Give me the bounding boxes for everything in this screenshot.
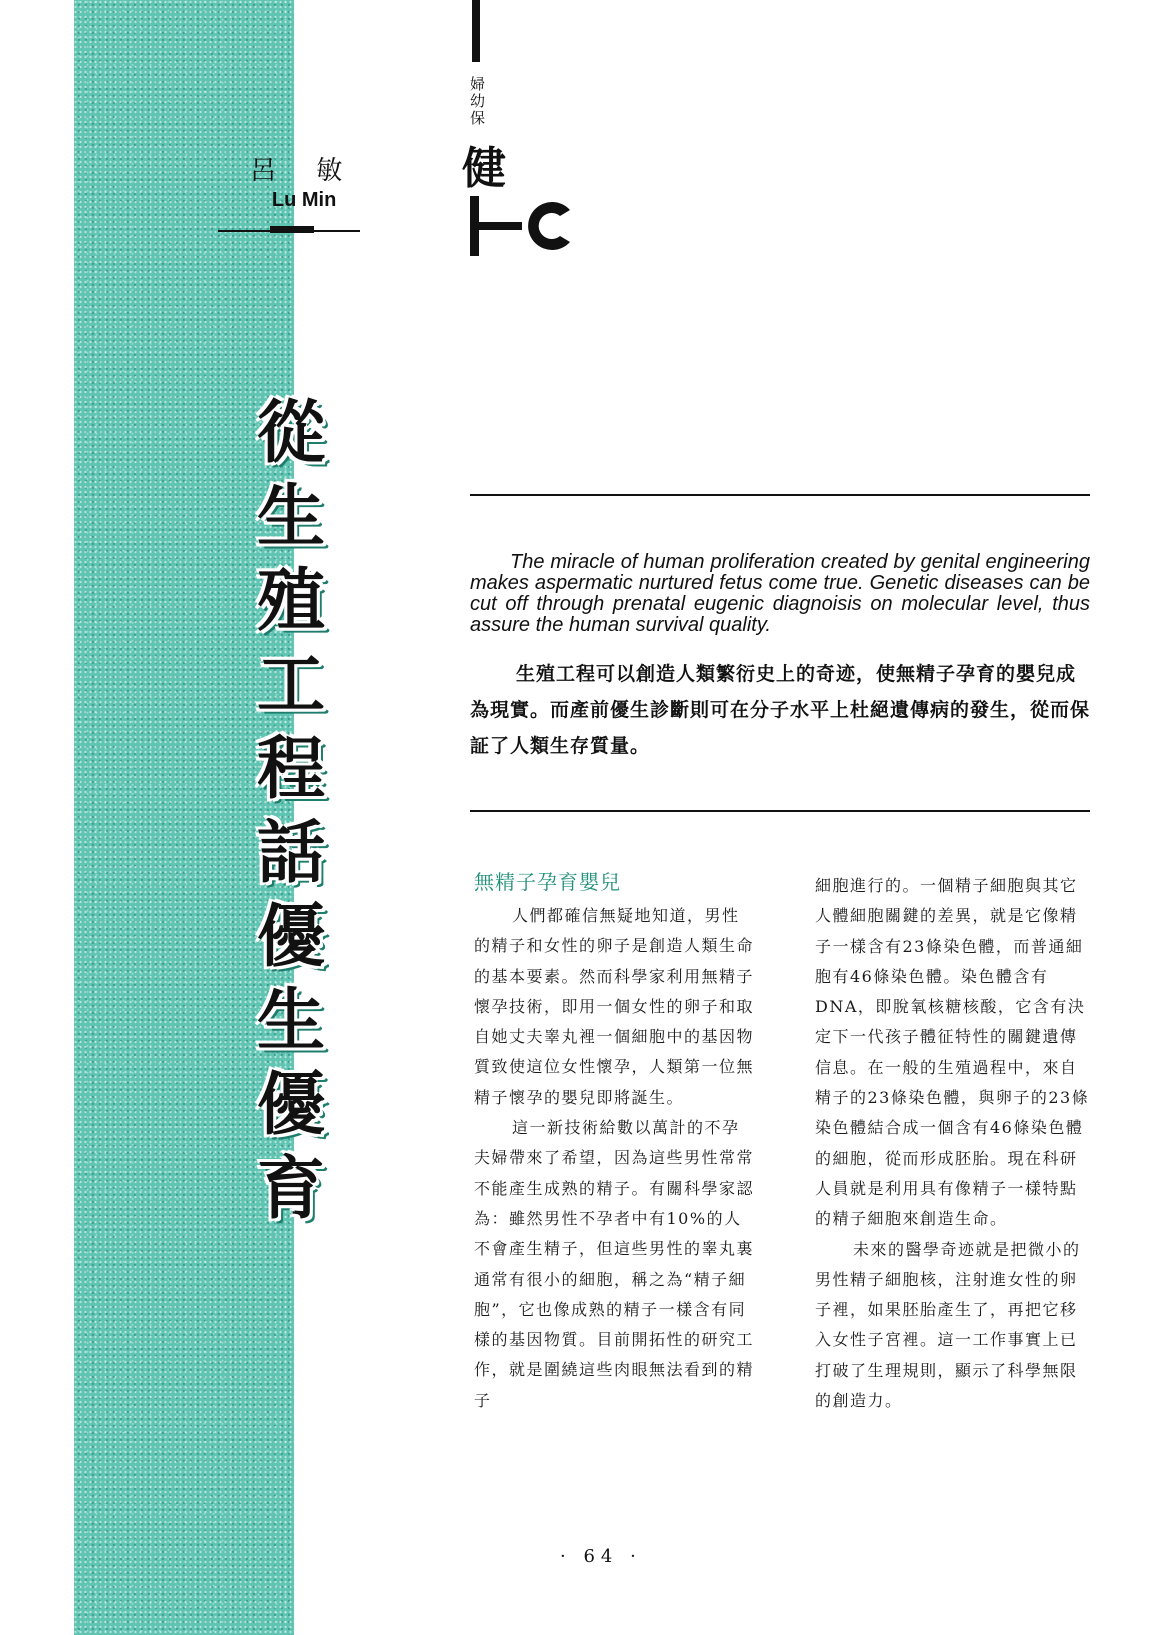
title-char: 工 [256, 646, 325, 725]
author-name-english: Lu Min [271, 189, 337, 211]
body-paragraph: 這一新技術給數以萬計的不孕夫婦帶來了希望，因為這些男性常常不能產生成熟的精子。有關科學家認為：雖然男性不孕者中有10%的人不會產生精子，但這些男性的睾丸裏通常有很小的細胞，稱之為“精子細胞”，它也像成熟的精子一樣含有同樣的基因物質。目前開拓性的研究工作，就是圍繞這些肉眼無法看到的精子 [474, 1118, 755, 1410]
english-abstract: The miracle of human proliferation created by genital engineering makes aspermatic nurtured fetus come true. Genetic diseases can be cut off through prenatal eugenic diagnoisis on molecular level, thus assure the human survival quality. [470, 551, 1090, 636]
body-column-right [815, 871, 1091, 1416]
page-number: · 64 · [560, 1546, 642, 1567]
column-logo-char: 健 [462, 143, 506, 194]
title-char: 生 [256, 982, 325, 1061]
author-block [250, 150, 358, 212]
body-column-left [474, 901, 756, 1416]
title-char: 話 [256, 814, 325, 893]
hc-logo-icon [470, 196, 590, 256]
article-title [250, 392, 332, 1232]
section-heading: 無精子孕育嬰兒 [474, 870, 621, 894]
column-logo-label: 婦幼保 [470, 75, 486, 127]
title-char: 優 [256, 1066, 325, 1145]
body-paragraph: 人們都確信無疑地知道，男性的精子和女性的卵子是創造人類生命的基本要素。然而科學家利用無精子懷孕技術，即用一個女性的卵子和取自她丈夫睾丸裡一個細胞中的基因物質致使這位女性懷孕，人類第一位無精子懷孕的嬰兒即將誕生。 [474, 906, 755, 1107]
title-char: 生 [256, 478, 325, 557]
body-paragraph: 未來的醫學奇迹就是把微小的男性精子細胞核，注射進女性的卵子裡，如果胚胎產生了，再把它移入女性子宮裡。這一工作事實上已打破了生理規則，顯示了科學無限的創造力。 [815, 1239, 1081, 1411]
title-char: 程 [256, 730, 325, 809]
body-paragraph: 細胞進行的。一個精子細胞與其它人體細胞關鍵的差異，就是它像精子一樣含有23條染色體，而普通細胞有46條染色體。染色體含有DNA，即脫氧核糖核酸，它含有決定下一代孩子體征特性的關鍵遺傳信息。在一般的生殖過程中，來自精子的23條染色體，與卵子的23條染色體結合成一個含有46條染色體的細胞，從而形成胚胎。現在科研人員就是利用具有像精子一樣特點的精子細胞來創造生命。 [815, 876, 1090, 1229]
chinese-abstract [470, 656, 1090, 764]
abstract-bottom-rule [470, 810, 1090, 812]
title-char: 育 [256, 1150, 325, 1229]
author-divider-accent [270, 226, 314, 233]
chinese-abstract-text: 生殖工程可以創造人類繁衍史上的奇迹，使無精子孕育的嬰兒成為現實。而產前優生診斷則可在分子水平上杜絕遺傳病的發生，從而保証了人類生存質量。 [470, 663, 1091, 757]
title-char: 殖 [256, 562, 325, 641]
title-char: 從 [256, 394, 325, 473]
author-name-chinese: 呂 敏 [250, 156, 359, 186]
column-logo-bar [472, 0, 480, 62]
abstract-top-rule [470, 494, 1090, 496]
title-char: 優 [256, 898, 325, 977]
